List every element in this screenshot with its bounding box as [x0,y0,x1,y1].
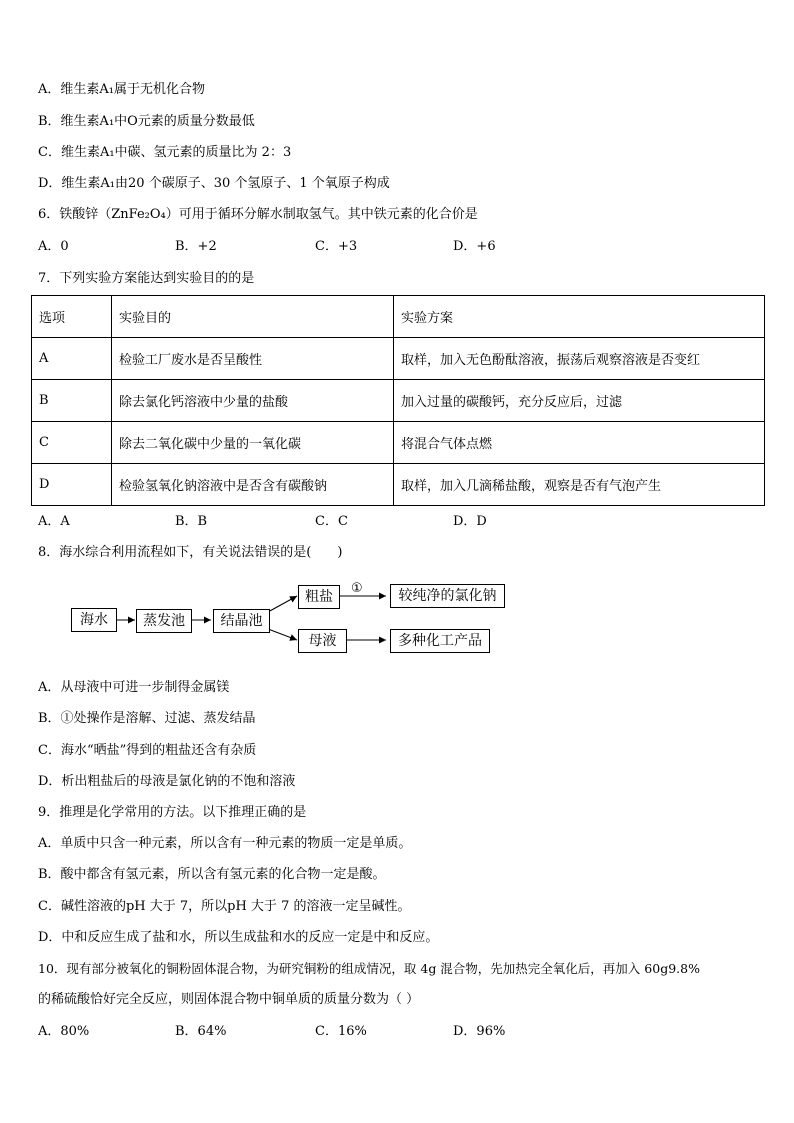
q10-option-b: B．64% [175,1024,227,1039]
table-cell: 加入过量的碳酸钙，充分反应后，过滤 [394,380,765,422]
table-cell: 检验氢氧化钠溶液中是否含有碳酸钠 [112,464,394,506]
q10-option-d: D．96% [453,1024,506,1039]
q8-stem: 8．海水综合利用流程如下，有关说法错误的是( ) [38,545,343,560]
crystallization-pool-box: 结晶池 [213,609,270,633]
header-option: 选项 [32,296,112,338]
q6-option-d: D．+6 [453,239,496,254]
q9-option-a: A．单质中只含一种元素，所以含有一种元素的物质一定是单质。 [38,836,412,851]
table-cell: 除去二氧化碳中少量的一氧化碳 [112,422,394,464]
q8-option-b: B．①处操作是溶解、过滤、蒸发结晶 [38,711,256,726]
header-purpose: 实验目的 [112,296,394,338]
q9-option-b: B．酸中都含有氢元素，所以含有氢元素的化合物一定是酸。 [38,867,386,882]
q10-option-c: C．16% [315,1024,367,1039]
table-cell: 检验工厂废水是否呈酸性 [112,338,394,380]
q8-option-a: A．从母液中可进一步制得金属镁 [38,680,230,695]
q9-option-d: D．中和反应生成了盐和水，所以生成盐和水的反应一定是中和反应。 [38,930,439,945]
header-plan: 实验方案 [394,296,765,338]
table-cell: 取样，加入无色酚酞溶液，振荡后观察溶液是否变红 [394,338,765,380]
q5-option-c: C．维生素A₁中碳、氢元素的质量比为 2：3 [38,145,292,160]
q7-option-c: C．C [315,514,348,529]
q5-option-d: D．维生素A₁由20 个碳原子、30 个氢原子、1 个氧原子构成 [38,176,390,191]
q7-option-b: B．B [175,514,208,529]
q10-stem-line1: 10．现有部分被氧化的铜粉固体混合物，为研究铜粉的组成情况，取 4g 混合物，先加热完全氧化后，再加入 60g9.8% [38,961,700,976]
table-cell: 将混合气体点燃 [394,422,765,464]
q5-option-b: B．维生素A₁中O元素的质量分数最低 [38,114,255,129]
crude-salt-box: 粗盐 [298,585,340,609]
evaporation-pool-box: 蒸发池 [136,609,192,633]
q6-option-a: A．0 [38,239,69,254]
table-cell: 取样，加入几滴稀盐酸，观察是否有气泡产生 [394,464,765,506]
q6-stem: 6．铁酸锌（ZnFe₂O₄）可用于循环分解水制取氢气。其中铁元素的化合价是 [38,207,478,222]
q6-option-c: C．+3 [315,239,358,254]
table-cell: D [32,464,112,506]
q5-option-a: A．维生素A₁属于无机化合物 [38,82,205,97]
seawater-box: 海水 [71,608,117,632]
q10-stem-line2: 的稀硫酸恰好完全反应，则固体混合物中铜单质的质量分数为（ ） [38,992,420,1007]
table-cell: 除去氯化钙溶液中少量的盐酸 [112,380,394,422]
q7-stem: 7．下列实验方案能达到实验目的的是 [38,271,255,286]
q10-option-a: A．80% [38,1024,90,1039]
pure-nacl-box: 较纯净的氯化钠 [390,584,505,608]
q8-option-c: C．海水“晒盐”得到的粗盐还含有杂质 [38,743,257,758]
table-cell: C [32,422,112,464]
q9-stem: 9．推理是化学常用的方法。以下推理正确的是 [38,805,307,820]
q7-option-a: A．A [38,514,70,529]
mother-liquor-box: 母液 [298,629,347,653]
q8-option-d: D．析出粗盐后的母液是氯化钠的不饱和溶液 [38,774,296,789]
table-cell: A [32,338,112,380]
q6-option-b: B．+2 [175,239,217,254]
table-cell: B [32,380,112,422]
step-marker: ① [351,581,363,596]
q7-option-d: D．D [453,514,487,529]
q9-option-c: C．碱性溶液的pH 大于 7，所以pH 大于 7 的溶液一定呈碱性。 [38,899,411,914]
chemical-products-box: 多种化工产品 [390,629,490,653]
